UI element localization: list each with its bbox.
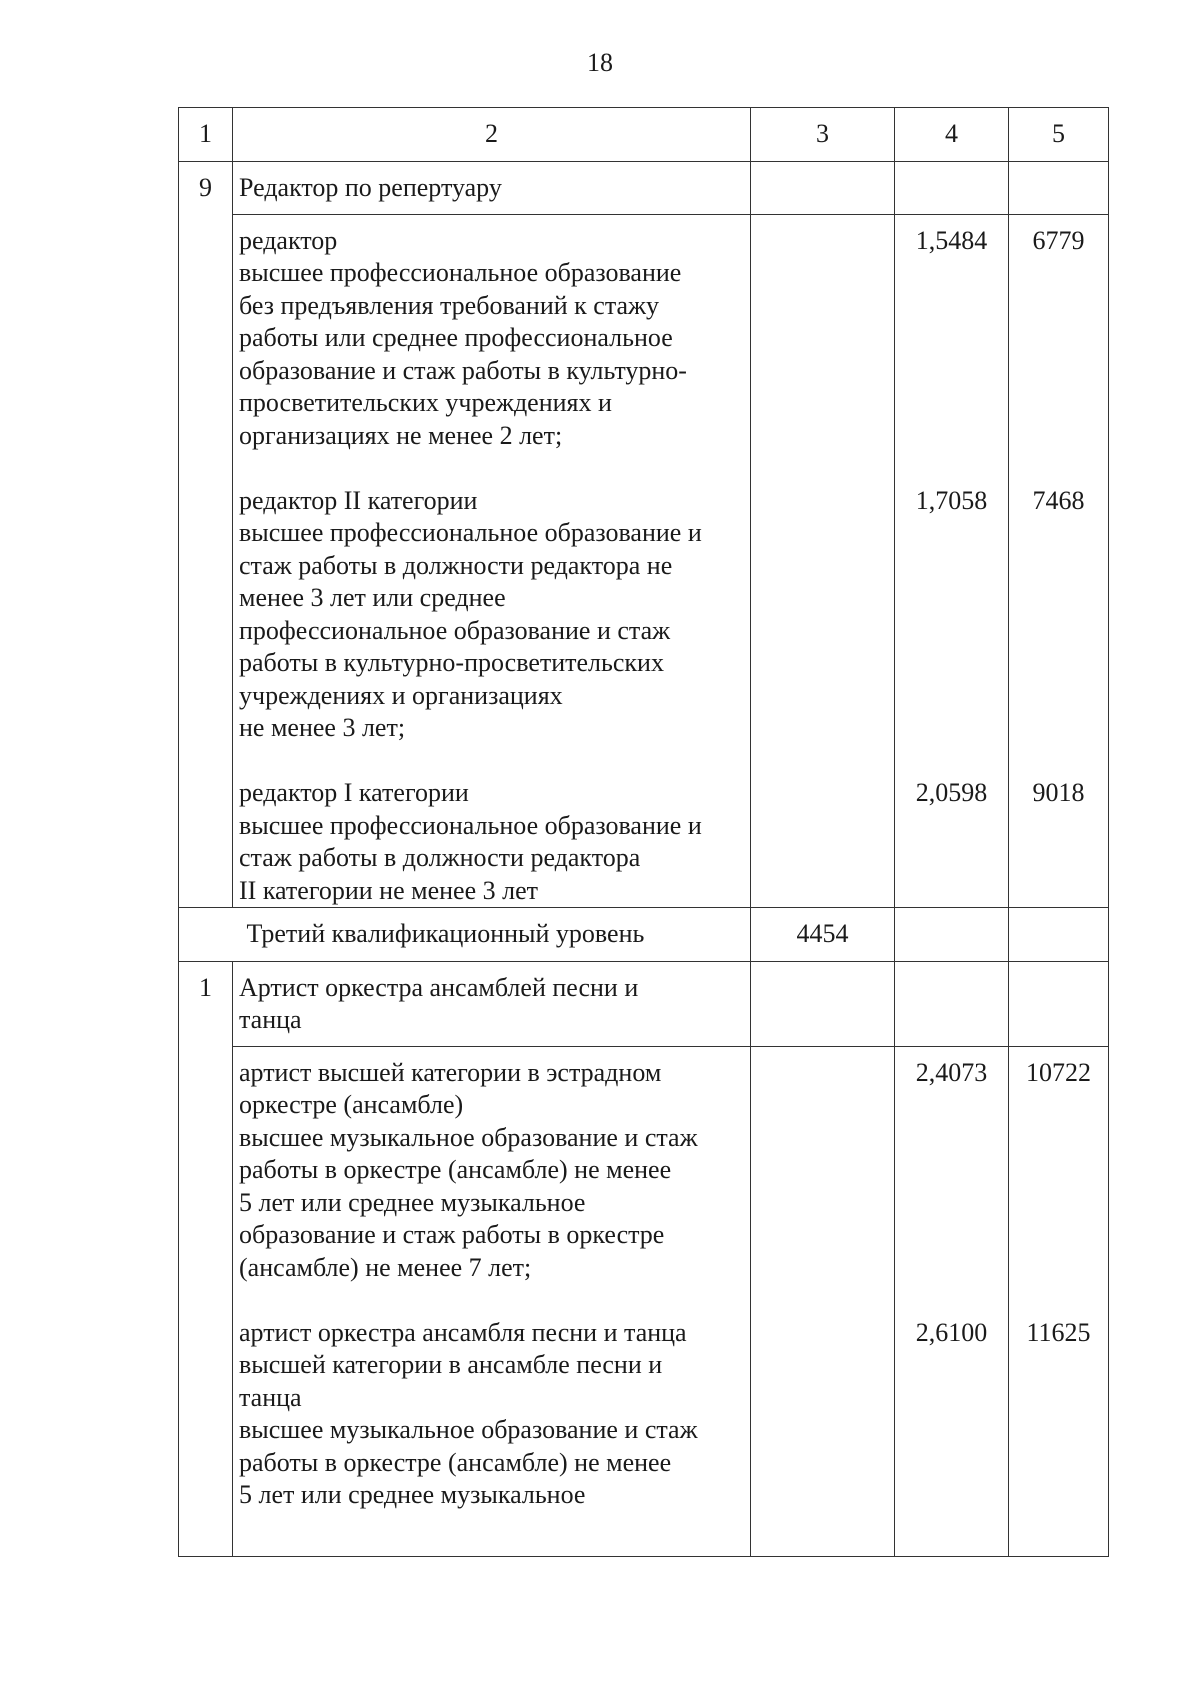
coef-value: 1,5484 bbox=[915, 225, 988, 255]
salary-value: 6779 bbox=[1032, 225, 1085, 255]
entry-text-line: работы в оркестре (ансамбле) не менее bbox=[239, 1447, 672, 1477]
section-9-number-continuation bbox=[179, 214, 233, 908]
entry-text-line: не менее 3 лет; bbox=[239, 713, 406, 742]
entry-text-line: стаж работы в должности редактора не bbox=[239, 550, 673, 580]
header-col-4: 4 bbox=[895, 108, 1009, 162]
entry-editor bbox=[239, 225, 746, 453]
section-1-base-values bbox=[751, 1046, 895, 1556]
entry-text-line: танца bbox=[239, 1382, 302, 1412]
section-9-entries-row bbox=[179, 214, 1109, 908]
entry-text-line: без предъявления требований к стажу bbox=[239, 290, 660, 320]
entry-text-line: высшее музыкальное образование и стаж bbox=[239, 1122, 698, 1152]
entry-text-line: (ансамбле) не менее 7 лет; bbox=[239, 1252, 532, 1282]
entry-editor-category-1 bbox=[239, 777, 746, 907]
entry-text-line: высшей категории в ансамбле песни и bbox=[239, 1350, 663, 1379]
entry-text-line: 5 лет или среднее музыкальное bbox=[239, 1480, 586, 1509]
entry-text-line: редактор II категории bbox=[239, 485, 478, 515]
entry-text-line: II категории не менее 3 лет bbox=[239, 875, 538, 905]
entry-text-line: стаж работы в должности редактора bbox=[239, 843, 641, 872]
section-9-salary-values bbox=[1009, 214, 1109, 908]
entry-text-line: артист высшей категории в эстрадном bbox=[239, 1057, 662, 1087]
title-line: Артист оркестра ансамблей песни и bbox=[239, 972, 639, 1002]
entry-text-line: артист оркестра ансамбля песни и танца bbox=[239, 1317, 687, 1347]
coef-value: 1,7058 bbox=[915, 485, 988, 515]
coef-value: 2,0598 bbox=[915, 778, 988, 807]
entry-text-line: высшее музыкальное образование и стаж bbox=[239, 1415, 698, 1444]
entry-text-line: учреждениях и организациях bbox=[239, 680, 563, 710]
section-1-base-cell bbox=[751, 961, 895, 1046]
level-3-base-salary: 4454 bbox=[751, 908, 895, 962]
section-9-title: Редактор по репертуару bbox=[233, 162, 751, 215]
section-9-title-row bbox=[179, 162, 1109, 215]
salary-value: 9018 bbox=[1032, 778, 1085, 807]
header-col-1: 1 bbox=[179, 108, 233, 162]
section-9-base-values bbox=[751, 214, 895, 908]
section-9-number: 9 bbox=[179, 162, 233, 215]
section-9-salary-cell bbox=[1009, 162, 1109, 215]
entry-text-line: просветительских учреждениях и bbox=[239, 388, 612, 417]
level-3-salary-cell bbox=[1009, 908, 1109, 962]
coef-value: 2,4073 bbox=[915, 1057, 988, 1087]
level-3-title: Третий квалификационный уровень bbox=[233, 908, 751, 962]
entry-artist-top-category bbox=[239, 1057, 746, 1285]
section-1-entries-row bbox=[179, 1046, 1109, 1556]
entry-text-line: редактор bbox=[239, 225, 338, 255]
entry-text-line: редактор I категории bbox=[239, 778, 469, 807]
section-9-entries bbox=[233, 214, 751, 908]
section-1-number-continuation bbox=[179, 1046, 233, 1556]
entry-artist-ensemble-top-category bbox=[239, 1317, 746, 1512]
section-1-salary-values bbox=[1009, 1046, 1109, 1556]
header-col-5: 5 bbox=[1009, 108, 1109, 162]
section-1-title-row bbox=[179, 961, 1109, 1046]
section-1-salary-cell bbox=[1009, 961, 1109, 1046]
section-9-coef-cell bbox=[895, 162, 1009, 215]
section-1-title bbox=[233, 961, 751, 1046]
entry-text-line: высшее профессиональное образование и bbox=[239, 518, 702, 547]
section-9-base-cell bbox=[751, 162, 895, 215]
page-number: 18 bbox=[587, 48, 613, 77]
level-3-coef-cell bbox=[895, 908, 1009, 962]
entry-text-line: работы или среднее профессиональное bbox=[239, 323, 673, 352]
section-9-coef-values bbox=[895, 214, 1009, 908]
salary-value: 10722 bbox=[1026, 1057, 1091, 1087]
qualification-table bbox=[178, 107, 1109, 1557]
level-3-blank bbox=[179, 908, 233, 962]
entry-text-line: 5 лет или среднее музыкальное bbox=[239, 1187, 586, 1217]
section-1-entries bbox=[233, 1046, 751, 1556]
section-1-number: 1 bbox=[179, 961, 233, 1046]
salary-value: 11625 bbox=[1026, 1317, 1091, 1347]
title-line: танца bbox=[239, 1005, 302, 1034]
header-row bbox=[179, 108, 1109, 162]
entry-text-line: работы в оркестре (ансамбле) не менее bbox=[239, 1155, 672, 1184]
header-col-3: 3 bbox=[751, 108, 895, 162]
entry-text-line: работы в культурно-просветительских bbox=[239, 648, 664, 677]
salary-value: 7468 bbox=[1032, 485, 1085, 515]
entry-text-line: менее 3 лет или среднее bbox=[239, 583, 506, 612]
coef-value: 2,6100 bbox=[915, 1317, 988, 1347]
header-col-2: 2 bbox=[233, 108, 751, 162]
entry-text-line: высшее профессиональное образование и bbox=[239, 810, 702, 840]
entry-text-line: оркестре (ансамбле) bbox=[239, 1090, 464, 1119]
entry-text-line: высшее профессиональное образование bbox=[239, 258, 682, 287]
entry-text-line: образование и стаж работы в культурно- bbox=[239, 355, 687, 385]
section-1-coef-values bbox=[895, 1046, 1009, 1556]
entry-text-line: профессиональное образование и стаж bbox=[239, 615, 671, 645]
level-3-row bbox=[179, 908, 1109, 962]
entry-editor-category-2 bbox=[239, 485, 746, 745]
entry-text-line: организациях не менее 2 лет; bbox=[239, 420, 563, 450]
section-1-coef-cell bbox=[895, 961, 1009, 1046]
entry-text-line: образование и стаж работы в оркестре bbox=[239, 1220, 665, 1249]
